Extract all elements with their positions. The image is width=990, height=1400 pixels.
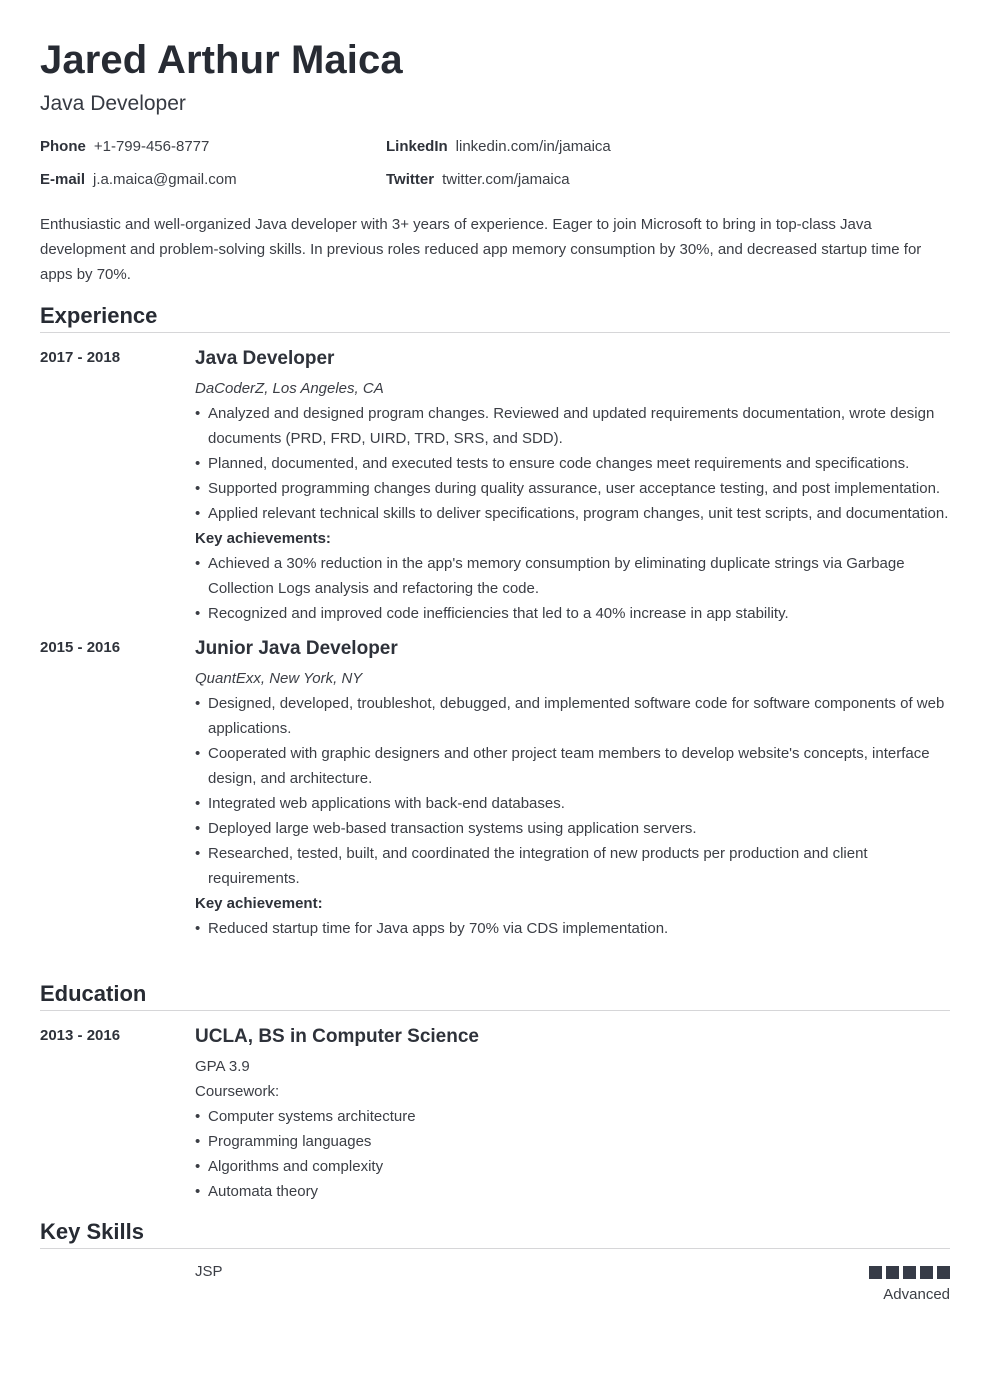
contact-email-label: E-mail <box>40 171 86 188</box>
rating-square-filled-icon <box>937 1266 950 1279</box>
achievements-list <box>195 551 950 626</box>
contact-phone <box>40 138 209 156</box>
contact-phone-value: +1-799-456-8777 <box>93 138 210 155</box>
achievements-heading: Key achievement: <box>195 895 323 912</box>
list-item: • Analyzed and designed program changes. Reviewed and updated requirements documentation, wrote design documents (PRD, FRD, UIRD, TRD, SRS, and SDD). <box>195 401 950 451</box>
job-role: Java Developer <box>195 348 335 369</box>
list-item: • Computer systems architecture <box>195 1104 950 1129</box>
job-company: QuantExx, New York, NY <box>195 670 363 687</box>
contact-twitter-label: Twitter <box>386 171 435 188</box>
list-item: • Planned, documented, and executed tests to ensure code changes meet requirements and specifications. <box>195 451 950 476</box>
contact-email-value[interactable]: j.a.maica@gmail.com <box>93 171 237 188</box>
contact-twitter <box>386 171 570 189</box>
job-role: Junior Java Developer <box>195 638 398 659</box>
list-item: • Integrated web applications with back-end databases. <box>195 791 950 816</box>
list-item: • Algorithms and complexity <box>195 1154 950 1179</box>
job-duties-list <box>195 691 950 891</box>
entry-dates: 2013 - 2016 <box>40 1027 121 1044</box>
entry-dates: 2015 - 2016 <box>40 639 121 656</box>
list-item: • Designed, developed, troubleshot, debugged, and implemented software code for software components of web applications. <box>195 691 950 741</box>
coursework-label: Coursework: <box>195 1083 280 1100</box>
list-item: • Applied relevant technical skills to deliver specifications, program changes, unit test scripts, and documentation. <box>195 501 950 526</box>
contact-linkedin-value[interactable]: linkedin.com/in/jamaica <box>455 138 611 155</box>
candidate-title: Java Developer <box>40 92 186 115</box>
achievements-list <box>195 916 950 941</box>
skill-name: JSP <box>195 1263 223 1280</box>
achievements-heading: Key achievements: <box>195 530 331 547</box>
contact-linkedin <box>386 138 611 156</box>
job-company: DaCoderZ, Los Angeles, CA <box>195 380 384 397</box>
job-duties-list <box>195 401 950 526</box>
rating-square-filled-icon <box>886 1266 899 1279</box>
gpa: GPA 3.9 <box>195 1058 250 1075</box>
list-item: • Researched, tested, built, and coordinated the integration of new products per production and client requirements. <box>195 841 950 891</box>
rating-square-filled-icon <box>869 1266 882 1279</box>
rating-square-filled-icon <box>903 1266 916 1279</box>
section-heading-key-skills: Key Skills <box>40 1219 950 1249</box>
list-item: • Achieved a 30% reduction in the app's memory consumption by eliminating duplicate strings via Garbage Collection Logs analysis and refactoring the code. <box>195 551 950 601</box>
profile-summary: Enthusiastic and well-organized Java developer with 3+ years of experience. Eager to join Microsoft to bring in top-class Java development and problem-solving skills. In previous roles reduced app memory consumption by 30%, and decreased startup time for apps by 70%. <box>40 216 922 283</box>
contact-linkedin-label: LinkedIn <box>386 138 448 155</box>
coursework-list <box>195 1104 950 1204</box>
rating-square-filled-icon <box>920 1266 933 1279</box>
list-item: • Programming languages <box>195 1129 950 1154</box>
list-item: • Supported programming changes during quality assurance, user acceptance testing, and post implementation. <box>195 476 950 501</box>
skill-rating <box>869 1266 950 1279</box>
degree-title: UCLA, BS in Computer Science <box>195 1026 479 1047</box>
section-heading-education: Education <box>40 981 950 1011</box>
list-item: • Reduced startup time for Java apps by 70% via CDS implementation. <box>195 916 950 941</box>
list-item: • Deployed large web-based transaction systems using application servers. <box>195 816 950 841</box>
contact-email <box>40 171 237 189</box>
list-item: • Recognized and improved code inefficiencies that led to a 40% increase in app stability. <box>195 601 950 626</box>
entry-dates: 2017 - 2018 <box>40 349 121 366</box>
candidate-name: Jared Arthur Maica <box>40 38 403 82</box>
contact-phone-label: Phone <box>40 138 86 155</box>
list-item: • Automata theory <box>195 1179 950 1204</box>
contact-twitter-value[interactable]: twitter.com/jamaica <box>442 171 570 188</box>
list-item: • Cooperated with graphic designers and other project team members to develop website's concepts, interface design, and architecture. <box>195 741 950 791</box>
section-heading-experience: Experience <box>40 303 950 333</box>
skill-level: Advanced <box>883 1286 950 1303</box>
